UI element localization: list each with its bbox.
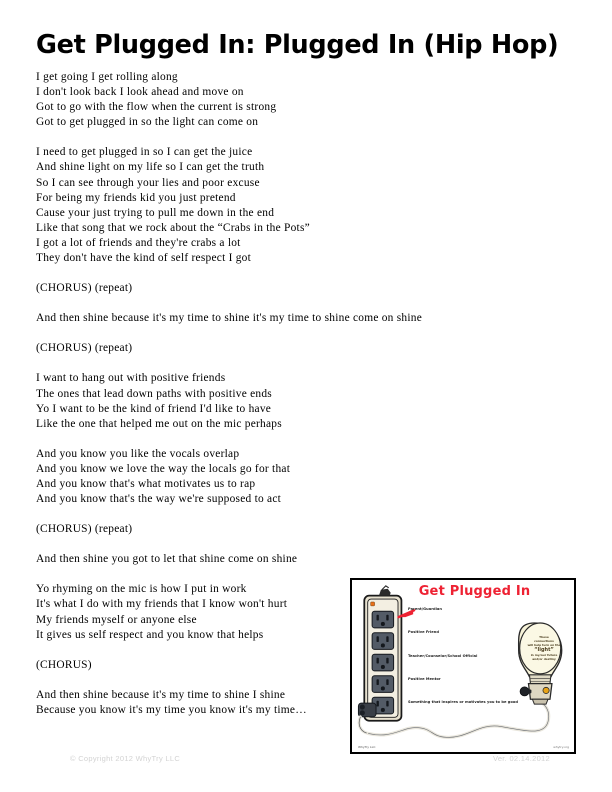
lyrics-line: My friends myself or anyone else <box>36 613 197 626</box>
bulb-caption-line5: and/or destiny <box>532 657 556 662</box>
lyrics-stanza <box>36 447 556 507</box>
lyrics-line: Because you know it's my time you know it's my time… <box>36 703 307 716</box>
lyrics-line: And then shine you got to let that shine come on shine <box>36 553 298 566</box>
bulb-caption <box>524 635 564 661</box>
lyrics-line: So I can see through your lies and poor excuse <box>36 176 260 189</box>
lyrics-stanza-chorus <box>36 341 556 356</box>
illustration-credit-left: WhyTry LLC <box>358 745 376 749</box>
illustration-label-parent-guardian: Parent/Guardian <box>408 607 443 611</box>
lyrics-line: And you know that's what motivates us to rap <box>36 477 256 490</box>
bulb-caption-line4: in my/our future <box>530 653 558 658</box>
illustration-title: Get Plugged In <box>418 584 531 599</box>
illustration-credit-right: whytry.org <box>553 745 569 749</box>
illustration-label-positive-mentor: Positive Mentor <box>408 677 441 681</box>
lyrics-line: The ones that lead down paths with positive ends <box>36 387 272 400</box>
lyrics-line: I get going I get rolling along <box>36 71 178 83</box>
footer-version: Ver. 02.14.2012 <box>492 754 550 763</box>
footer-copyright: © Copyright 2012 WhyTry LLC <box>70 754 181 763</box>
get-plugged-in-illustration <box>350 578 576 754</box>
lyrics-line: And you know we love the way the locals go for that <box>36 462 291 475</box>
lyrics-line: Like that song that we rock about the “Crabs in the Pots” <box>36 221 310 234</box>
lyrics-line: For being my friends kid you just pretend <box>36 191 236 204</box>
bulb-caption-line1: These <box>539 635 549 639</box>
lyrics-stanza-chorus <box>36 522 556 537</box>
lyrics-line: Like the one that helped me out on the mic perhaps <box>36 417 282 430</box>
lyrics-line: It's what I do with my friends that I know won't hurt <box>36 598 288 611</box>
lyrics-line: I want to hang out with positive friends <box>36 372 226 385</box>
lyrics-line: I need to get plugged in so I can get the juice <box>36 146 253 159</box>
chorus-marker: (CHORUS) <box>36 658 92 671</box>
lyrics-stanza <box>36 552 556 567</box>
lyrics-stanza <box>36 311 556 326</box>
lyrics-stanza <box>36 70 556 130</box>
lyrics-line: I got a lot of friends and they're crabs a lot <box>36 236 241 249</box>
lyrics-line: And then shine because it's my time to shine it's my time to shine come on shine <box>36 312 423 325</box>
lyrics-line: Got to get plugged in so the light can come on <box>36 116 259 129</box>
bulb-caption-line2: connections <box>534 639 554 644</box>
lyrics-line: I don't look back I look ahead and move on <box>36 86 244 99</box>
power-strip-diagram <box>352 580 574 752</box>
chorus-marker: (CHORUS) (repeat) <box>36 523 133 536</box>
bulb-caption-line3: will help turn on the <box>527 643 561 648</box>
lyrics-line: And shine light on my life so I can get the truth <box>36 161 265 174</box>
lyrics-line: It gives us self respect and you know that helps <box>36 628 264 641</box>
lyrics-stanza-chorus <box>36 281 556 296</box>
lyrics-stanza <box>36 371 556 431</box>
lyrics-line: And then shine because it's my time to shine I shine <box>36 688 286 701</box>
bulb-caption-emphasis: “light” <box>534 647 554 654</box>
lyrics-line: They don't have the kind of self respect I got <box>36 252 252 265</box>
illustration-label-positive-friend: Positive Friend <box>408 630 440 634</box>
lyrics-line: Cause your just trying to pull me down in the end <box>36 206 275 219</box>
lyrics-line: Got to go with the flow when the current is strong <box>36 101 277 114</box>
chorus-marker: (CHORUS) (repeat) <box>36 342 133 355</box>
lyrics-line: Yo rhyming on the mic is how I put in work <box>36 583 247 596</box>
lyrics-line: And you know you like the vocals overlap <box>36 447 240 460</box>
illustration-label-inspiration: Something that inspires or motivates you to be good <box>408 700 519 704</box>
power-strip-icon <box>364 586 401 721</box>
illustration-label-teacher-counselor: Teacher/Counselor/School Official <box>408 654 478 658</box>
lyrics-line: Yo I want to be the kind of friend I'd like to have <box>36 402 272 415</box>
lyrics-line: And you know that's the way we're supposed to act <box>36 493 282 506</box>
chorus-marker: (CHORUS) (repeat) <box>36 282 133 295</box>
page-title: Get Plugged In: Plugged In (Hip Hop) <box>36 30 559 60</box>
lyrics-stanza <box>36 145 556 266</box>
